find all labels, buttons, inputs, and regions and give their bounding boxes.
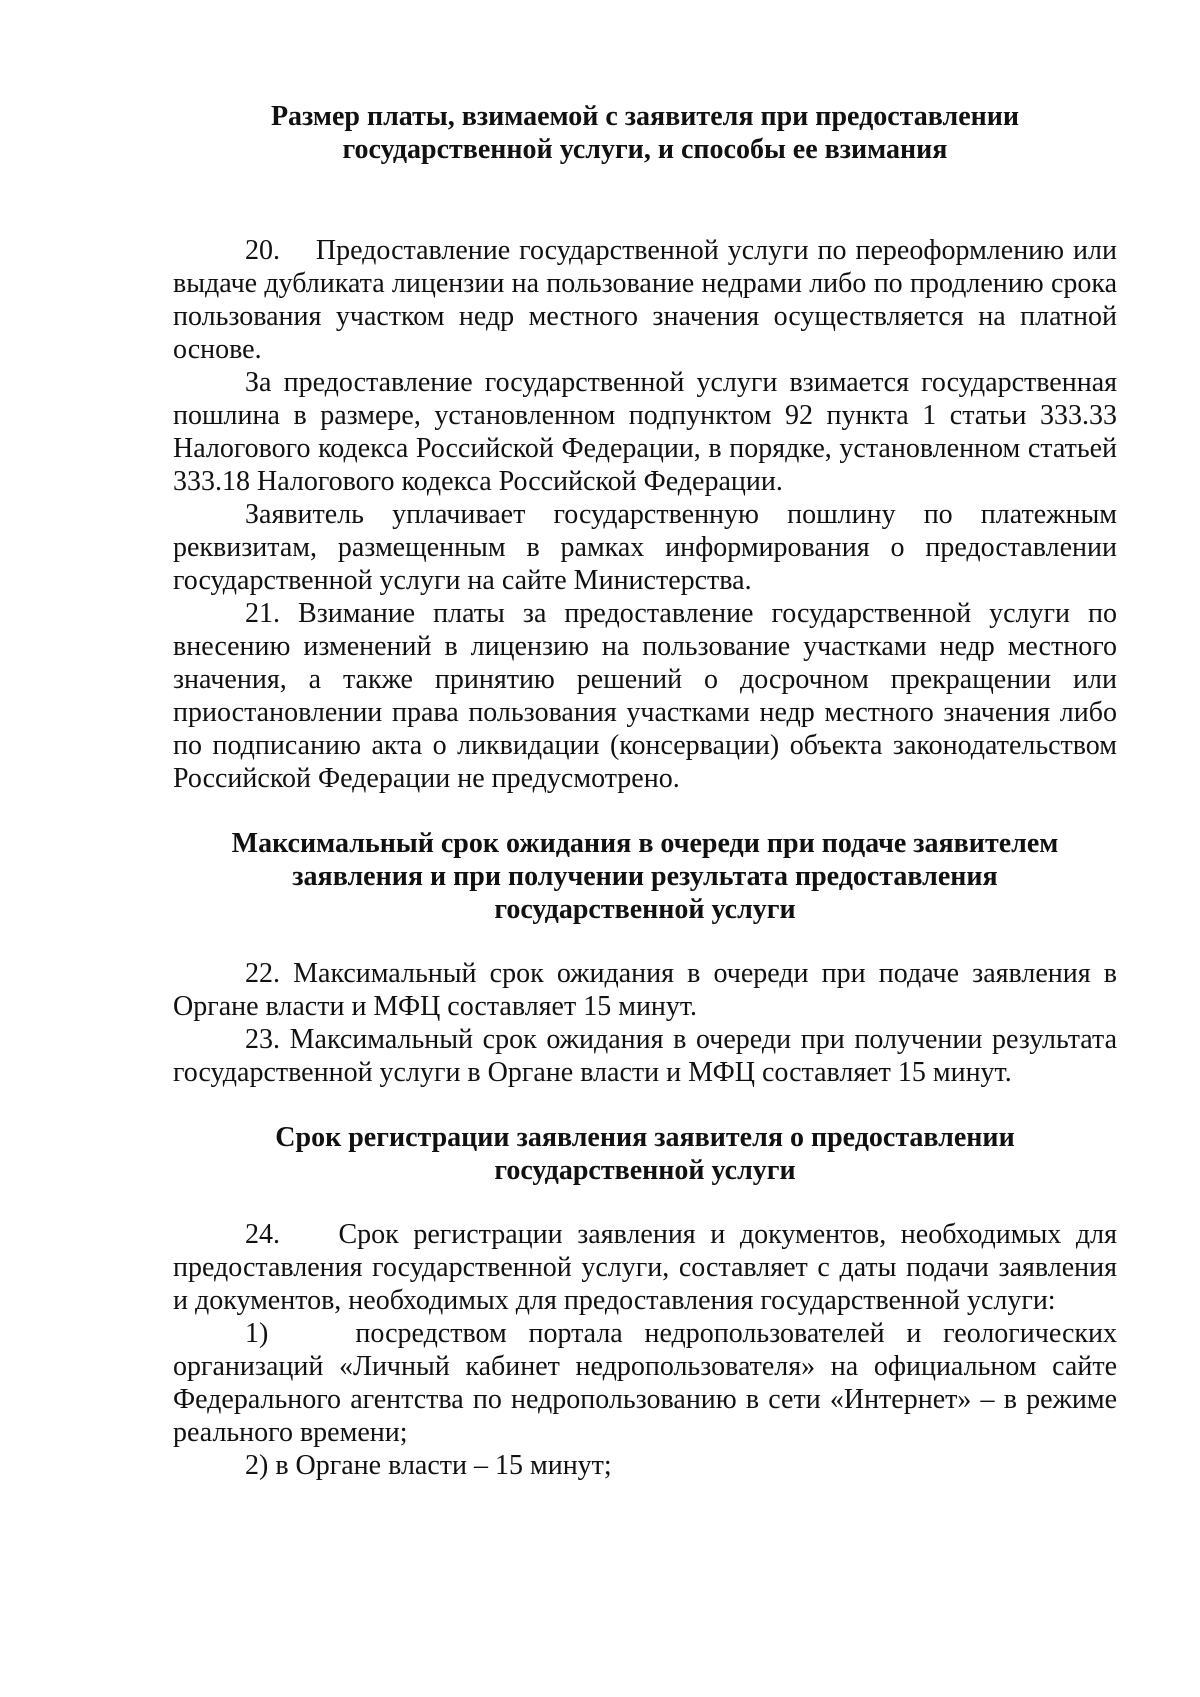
paragraph-payment-details: Заявитель уплачивает государственную пошлину по платежным реквизитам, размещенным в рамках информирования о предоставлении государственной услуги на сайте Министерства. <box>173 499 1117 596</box>
paragraph-23: 23. Максимальный срок ожидания в очереди при получении результата государственной услуги в Органе власти и МФЦ составляет 15 минут. <box>173 1024 1117 1088</box>
document-page <box>173 100 1117 1482</box>
paragraph-20: 20. Предоставление государственной услуги по переоформлению или выдаче дубликата лицензии на пользование недрами либо по продлению срока пользования участком недр местного значения осуществляется на платной основе. <box>173 235 1117 365</box>
list-item-2: 2) в Органе власти – 15 минут; <box>245 1450 612 1481</box>
paragraph-22: 22. Максимальный срок ожидания в очереди при подаче заявления в Органе власти и МФЦ составляет 15 минут. <box>173 958 1117 1022</box>
heading-line: Размер платы, взимаемой с заявителя при предоставлении <box>270 101 1020 132</box>
list-item-1: 1) посредством портала недропользователей и геологических организаций «Личный кабинет недропользователя» на официальном сайте Федерального агентства по недропользованию в сети «Интернет» – в режиме реального времени; <box>173 1318 1117 1448</box>
paragraph-state-duty: За предоставление государственной услуги взимается государственная пошлина в размере, установленном подпунктом 92 пункта 1 статьи 333.33 Налогового кодекса Российской Федерации, в порядке, установленном статьей 333.18 Налогового кодекса Российской Федерации. <box>173 367 1117 497</box>
heading-line: государственной услуги <box>494 894 796 925</box>
heading-line: Срок регистрации заявления заявителя о предоставлении <box>275 1122 1015 1153</box>
section-heading-queue-time <box>173 827 1117 926</box>
section-heading-fee <box>173 100 1117 166</box>
paragraph-21: 21. Взимание платы за предоставление государственной услуги по внесению изменений в лицензию на пользование участками недр местного значения, а также принятию решений о досрочном прекращении или приостановлении права пользования участками недр местного значения либо по подписанию акта о ликвидации (консервации) объекта законодательством Российской Федерации не предусмотрено. <box>173 598 1117 794</box>
paragraph-24: 24. Срок регистрации заявления и документов, необходимых для предоставления государственной услуги, составляет с даты подачи заявления и документов, необходимых для предоставления государственной услуги: <box>173 1219 1117 1316</box>
section-heading-registration-time <box>173 1121 1117 1187</box>
heading-line: государственной услуги, и способы ее взимания <box>342 134 948 165</box>
heading-line: государственной услуги <box>494 1155 796 1186</box>
heading-line: Максимальный срок ожидания в очереди при подаче заявителем <box>231 828 1059 859</box>
heading-line: заявления и при получении результата предоставления <box>292 861 998 892</box>
